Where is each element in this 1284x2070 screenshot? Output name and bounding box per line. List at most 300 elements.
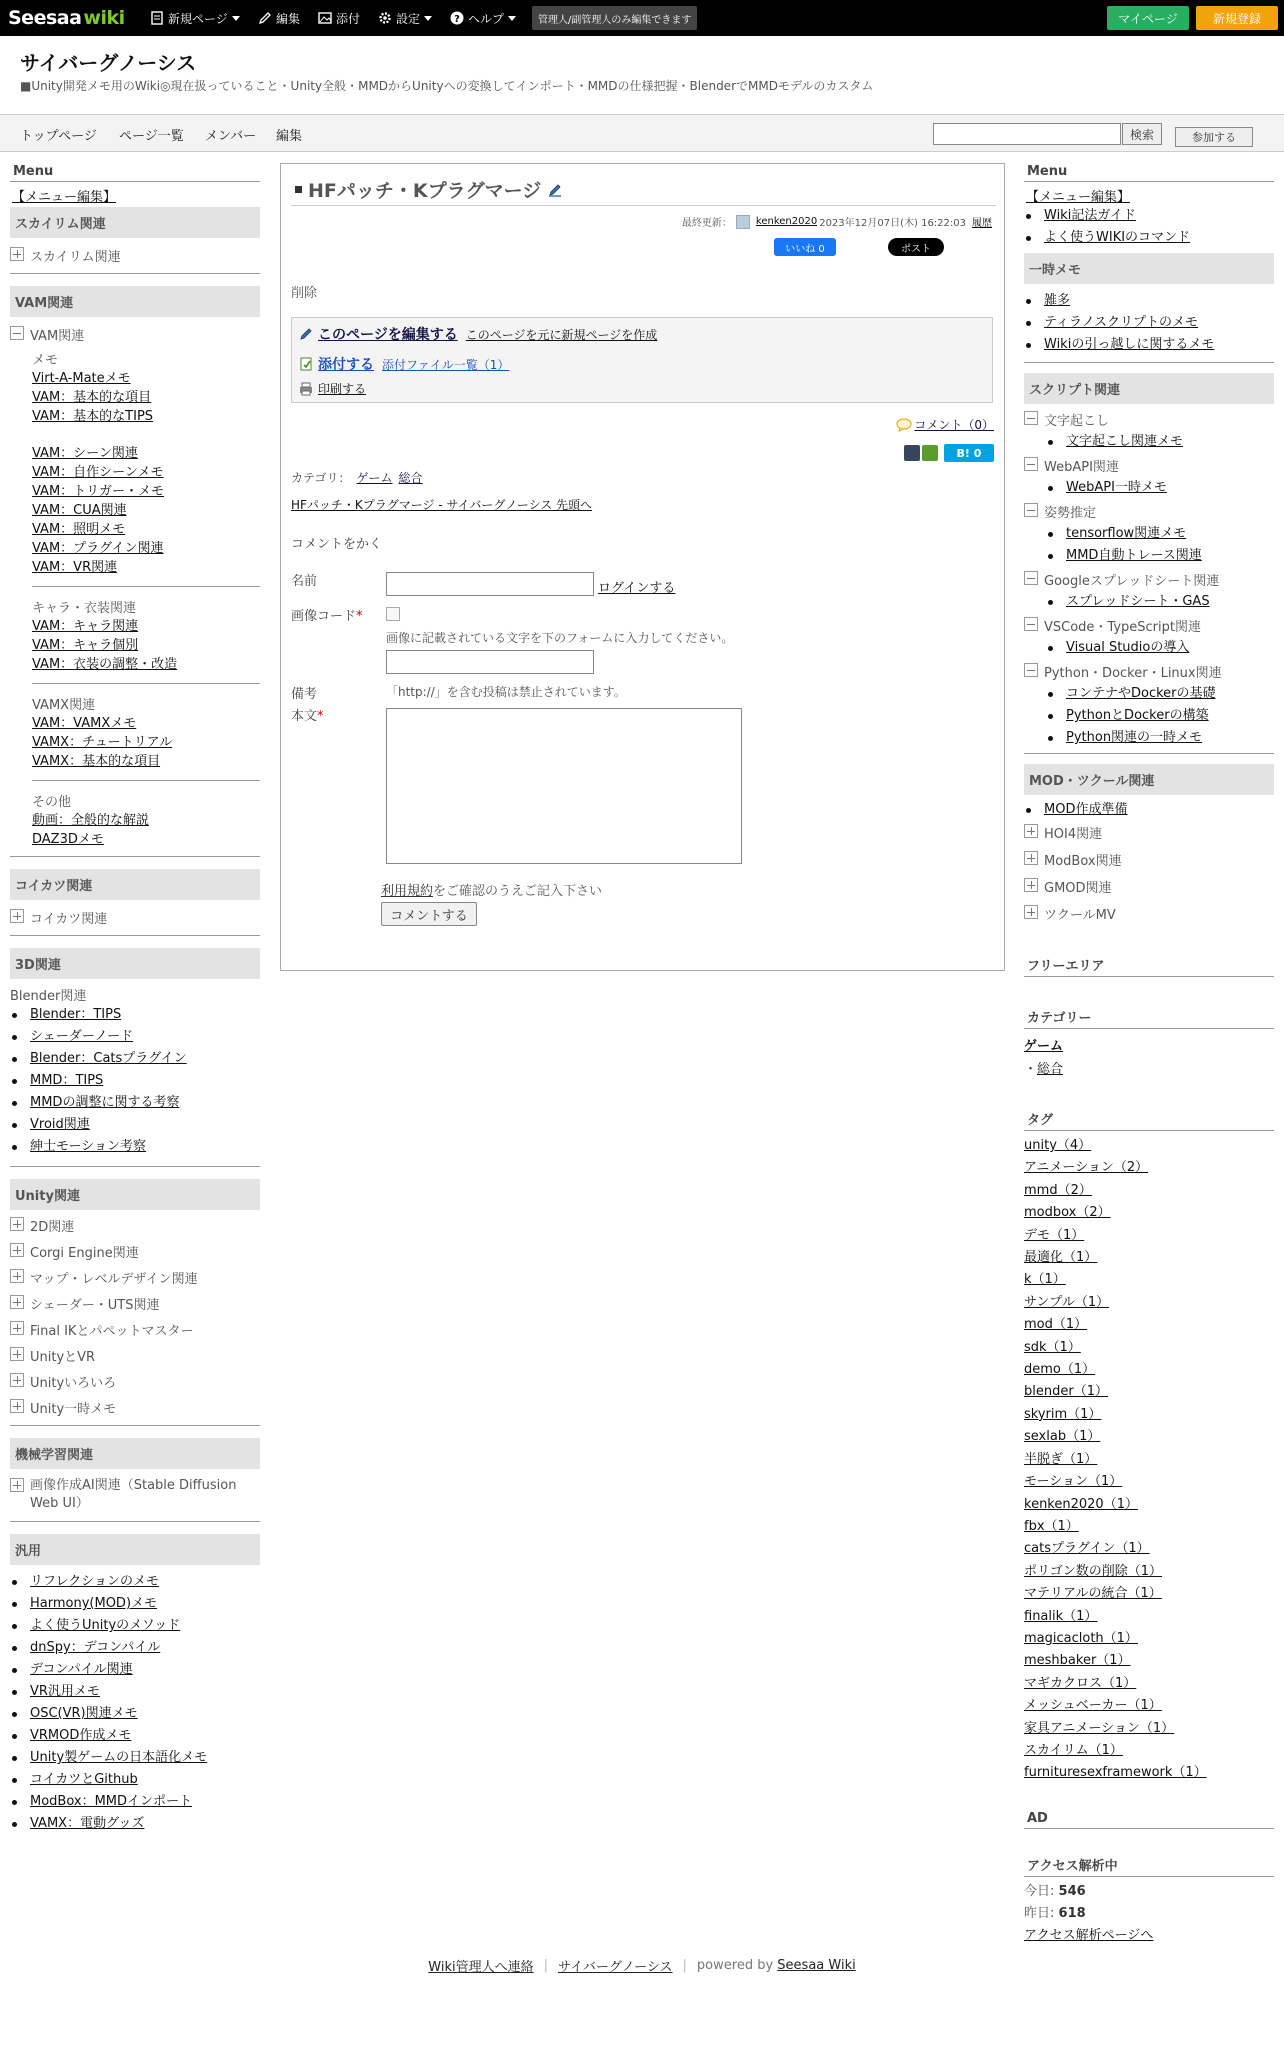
tree-skyrim[interactable] [10, 246, 260, 265]
collapse-icon[interactable] [10, 326, 24, 340]
nav-edit[interactable]: 編集 [276, 129, 303, 144]
name-field[interactable] [386, 572, 594, 596]
tree-item[interactable] [1024, 850, 1274, 869]
section-ml: 機械学習関連 [10, 1438, 260, 1469]
list-item [1024, 727, 1274, 749]
tree-item[interactable] [10, 1242, 260, 1261]
tree-sub-list [1024, 477, 1274, 499]
print-link[interactable]: 印刷する [318, 382, 367, 396]
general-link[interactable]: VAMX：電動グッズ [30, 1816, 145, 1831]
back-to-top-link[interactable]: HFパッチ・Kプラグマージ - サイバーグノーシス 先頭へ [291, 498, 593, 512]
general-link[interactable]: OSC(VR)関連メモ [30, 1706, 138, 1721]
nav-top-page[interactable]: トップページ [20, 129, 97, 144]
expand-icon[interactable] [1024, 905, 1038, 919]
tag-link[interactable]: unity（4） [1024, 1138, 1092, 1153]
attach-list-link[interactable]: 添付ファイル一覧（1） [382, 357, 510, 372]
divider [32, 780, 260, 781]
tag-link[interactable]: マテリアルの統合（1） [1024, 1586, 1162, 1602]
evernote-icon[interactable] [922, 445, 938, 461]
submit-comment-button[interactable]: コメントする [381, 902, 477, 926]
tree-sub-list [1024, 683, 1274, 749]
attach-link[interactable]: 添付する [318, 357, 374, 373]
list-item [1024, 290, 1274, 312]
category-label: カテゴリ： [291, 471, 351, 485]
vam-link[interactable]: VAM：VR関連 [32, 560, 118, 575]
list-item [10, 1048, 260, 1070]
tag-link[interactable]: finalik（1） [1024, 1608, 1098, 1624]
tag-link[interactable]: fbx（1） [1024, 1518, 1079, 1534]
general-link[interactable]: コイカツとGithub [30, 1772, 138, 1787]
script-link[interactable]: Visual Studioの導入 [1066, 640, 1190, 655]
site-description: ■Unity開発メモ用のWiki◎現在扱っていること・Unity全般・MMDからUnityへの変換してインポート・MMDの仕様把握・BlenderでMMDモデルのカスタム [20, 79, 874, 93]
facebook-like-button[interactable]: いいね 0 [774, 238, 836, 256]
tag-link[interactable]: k（1） [1024, 1272, 1066, 1288]
attach-menu[interactable] [318, 8, 360, 28]
temp-link[interactable]: Wikiの引っ越しに関するメモ [1044, 337, 1215, 352]
tag-link[interactable]: モーション（1） [1024, 1474, 1123, 1490]
list-item [10, 1136, 260, 1158]
vam-link[interactable]: VAM：自作シーンメモ [32, 465, 164, 480]
expand-icon[interactable] [10, 1321, 24, 1335]
tree-vam[interactable] [10, 325, 260, 344]
list-item [10, 1681, 260, 1703]
general-link[interactable]: よく使うUnityのメソッド [30, 1618, 181, 1633]
list-item [10, 1004, 260, 1026]
temp-link[interactable]: ティラノスクリプトのメモ [1044, 315, 1199, 330]
today-label: 今日: [1024, 1883, 1055, 1899]
script-link[interactable]: Python関連の一時メモ [1066, 730, 1203, 745]
seesaa-wiki-logo[interactable] [8, 6, 125, 30]
vam-link[interactable]: VAM：キャラ個別 [32, 638, 139, 653]
tree-sub-list [1024, 591, 1274, 613]
category-link[interactable]: 総合 [398, 471, 423, 485]
expand-icon[interactable] [10, 247, 24, 261]
vam-link[interactable]: VAMX：基本的な項目 [32, 754, 161, 769]
terms-suffix: をご確認のうえご記入下さい [433, 884, 603, 899]
tag-link[interactable]: modbox（2） [1024, 1205, 1111, 1221]
expand-icon[interactable] [10, 909, 24, 923]
tree-item[interactable] [10, 1398, 260, 1417]
tag-link[interactable]: 最適化（1） [1024, 1250, 1098, 1266]
tree-sub-list [1024, 431, 1274, 453]
tree-label: マップ・レベルデザイン関連 [30, 1272, 198, 1287]
vam-link[interactable]: VAM：CUA関連 [32, 503, 127, 518]
3d-link[interactable]: Blender：Catsプラグイン [30, 1051, 187, 1066]
tree-item[interactable] [10, 1268, 260, 1287]
access-analysis-link[interactable]: アクセス解析ページへ [1024, 1927, 1154, 1943]
terms-link[interactable]: 利用規約 [381, 884, 434, 899]
tree-item[interactable] [1024, 502, 1274, 521]
gear-icon [378, 11, 392, 25]
list-item [1024, 312, 1274, 334]
captcha-field[interactable] [386, 650, 594, 674]
new-page-label: 新規ページ [168, 11, 228, 26]
site-title[interactable]: サイバーグノーシス [20, 51, 197, 75]
menu-link[interactable]: よく使うWIKIのコマンド [1044, 230, 1191, 245]
edit-icon [258, 11, 272, 25]
divider [10, 1425, 260, 1426]
collapse-icon[interactable] [1024, 663, 1038, 677]
access-title: アクセス解析中 [1024, 1853, 1274, 1877]
tree-label: Python・Docker・Linux関連 [1044, 666, 1222, 681]
tag-link[interactable]: kenken2020（1） [1024, 1496, 1138, 1512]
tree-koikatsu[interactable] [10, 908, 260, 927]
vam-link[interactable]: Virt-A-Mateメモ [32, 371, 131, 386]
collapse-icon[interactable] [1024, 503, 1038, 517]
tree-label: Unity一時メモ [30, 1402, 117, 1417]
general-link[interactable]: ModBox：MMDインポート [30, 1794, 193, 1809]
list-item [10, 1571, 260, 1593]
left-menu-title: Menu [10, 162, 260, 182]
signup-button[interactable]: 新規登録 [1196, 6, 1278, 30]
list-item [1024, 637, 1274, 659]
tree-item[interactable] [1024, 823, 1274, 842]
tag-link[interactable]: mod（1） [1024, 1317, 1088, 1333]
settings-label: 設定 [396, 11, 421, 26]
list-item [1024, 799, 1274, 821]
script-link[interactable]: PythonとDockerの構築 [1066, 708, 1209, 723]
general-link[interactable]: リフレクションのメモ [30, 1574, 159, 1589]
list-item [10, 1593, 260, 1615]
mypage-button[interactable]: マイページ [1107, 6, 1189, 30]
general-link[interactable]: デコンパイル関連 [30, 1662, 133, 1677]
section-koikatsu: コイカツ関連 [10, 869, 260, 900]
collapse-icon[interactable] [1024, 457, 1038, 471]
tree-label: ツクールMV [1044, 908, 1116, 923]
tree-item[interactable] [1024, 570, 1274, 589]
tag-link[interactable]: skyrim（1） [1024, 1406, 1102, 1422]
tag-link[interactable]: マギカクロス（1） [1024, 1675, 1137, 1691]
list-item [1024, 591, 1274, 613]
tag-link[interactable]: demo（1） [1024, 1362, 1096, 1378]
divider [10, 1521, 260, 1522]
expand-icon[interactable] [10, 1347, 24, 1361]
author-link[interactable]: kenken2020 [755, 216, 818, 227]
tag-link[interactable]: catsプラグイン（1） [1024, 1541, 1150, 1557]
attach-file-icon [298, 356, 314, 372]
3d-link[interactable]: Blender：TIPS [30, 1007, 122, 1022]
expand-icon[interactable] [1024, 851, 1038, 865]
tag-link[interactable]: メッシュベーカー（1） [1024, 1698, 1162, 1714]
tag-link[interactable]: スカイリム（1） [1024, 1742, 1123, 1758]
tree-item[interactable] [10, 1372, 260, 1391]
svg-text:?: ? [454, 14, 460, 25]
group-label: VAMX関連 [32, 698, 96, 713]
list-item [10, 1725, 260, 1747]
expand-icon[interactable] [10, 1269, 24, 1283]
temp-list [1024, 290, 1274, 356]
list-item [1024, 477, 1274, 499]
captcha-image [386, 607, 400, 621]
section-skyrim: スカイリム関連 [10, 207, 260, 238]
tree-label: Corgi Engine関連 [30, 1246, 139, 1261]
search-button[interactable]: 検索 [1122, 123, 1162, 145]
3d-link[interactable]: MMDの調整に関する考察 [30, 1095, 180, 1110]
tag-link[interactable]: ポリゴン数の削除（1） [1024, 1563, 1163, 1579]
yesterday-count: 618 [1058, 1905, 1086, 1921]
tree-sub-list [1024, 637, 1274, 659]
tag-list [1024, 1135, 1274, 1785]
yesterday-label: 昨日: [1024, 1905, 1055, 1921]
separator: | [682, 1958, 687, 1973]
left-sidebar [10, 162, 260, 1841]
footer-site-link[interactable]: サイバーグノーシス [558, 1960, 673, 1975]
tree-item[interactable] [1024, 410, 1274, 429]
contact-admin-link[interactable]: Wiki管理人へ連絡 [428, 1960, 534, 1975]
tree-label: 姿勢推定 [1044, 506, 1097, 521]
right-menu-edit-link[interactable]: 【メニュー編集】 [1026, 190, 1131, 205]
divider [10, 935, 260, 936]
tree-label: UnityとVR [30, 1350, 96, 1365]
search-input[interactable] [933, 123, 1121, 145]
collapse-icon[interactable] [1024, 411, 1038, 425]
tree-sub-list [1024, 523, 1274, 567]
remark-label: 備考 [291, 687, 318, 702]
seesaa-wiki-link[interactable]: Seesaa Wiki [777, 1958, 856, 1973]
menu-link[interactable]: Wiki記法ガイド [1044, 208, 1136, 223]
vam-link[interactable]: VAM：基本的な項目 [32, 390, 152, 405]
login-link[interactable]: ログインする [598, 581, 676, 596]
tree-label: Final IKとパペットマスター [30, 1324, 194, 1339]
expand-icon[interactable] [10, 1478, 24, 1492]
tree-label: WebAPI関連 [1044, 460, 1119, 475]
tree-item[interactable] [10, 1216, 260, 1235]
image-code-label: 画像コード [291, 609, 357, 624]
attach-row [298, 354, 509, 374]
vam-link[interactable]: DAZ3Dメモ [32, 832, 104, 847]
group-label: メモ [32, 353, 59, 368]
script-link[interactable]: tensorflow関連メモ [1066, 526, 1187, 541]
script-link[interactable]: WebAPI一時メモ [1066, 480, 1167, 495]
powered-by [697, 1958, 856, 1973]
image-icon [318, 11, 332, 25]
comment-link-label[interactable]: コメント（0） [914, 418, 994, 432]
general-link[interactable]: Harmony(MOD)メモ [30, 1596, 158, 1611]
group-label: その他 [32, 795, 72, 810]
remark-text: 「http://」を含む投稿は禁止されています。 [386, 685, 626, 699]
tree-ml[interactable] [10, 1477, 260, 1513]
category-link[interactable]: ゲーム [356, 471, 393, 485]
right-sidebar [1024, 162, 1274, 1947]
tag-link[interactable]: meshbaker（1） [1024, 1653, 1131, 1669]
main-content [280, 163, 1005, 971]
tree-label: Googleスプレッドシート関連 [1044, 574, 1220, 589]
group-label: キャラ・衣装関連 [32, 601, 137, 616]
script-link[interactable]: コンテナやDockerの基礎 [1066, 686, 1216, 701]
page-title: HFパッチ・Kプラグマージ [308, 180, 542, 202]
tree-label: 2D関連 [30, 1220, 75, 1235]
category-other-link[interactable]: 総合 [1037, 1062, 1064, 1077]
vam-link[interactable]: VAM：衣装の調整・改造 [32, 657, 178, 672]
3d-link[interactable]: シェーダーノード [30, 1029, 134, 1044]
divider [1024, 753, 1274, 754]
vam-link[interactable]: VAMX：チュートリアル [32, 735, 173, 750]
collapse-icon[interactable] [1024, 571, 1038, 585]
tumblr-icon[interactable] [904, 445, 920, 461]
divider [32, 683, 260, 684]
section-3d: 3D関連 [10, 948, 260, 979]
top-bar [0, 0, 1284, 36]
tree-item[interactable] [1024, 877, 1274, 896]
general-link[interactable]: VRMOD作成メモ [30, 1728, 132, 1743]
expand-icon[interactable] [1024, 878, 1038, 892]
tree-label: Unityいろいろ [30, 1376, 117, 1391]
avatar [736, 215, 750, 229]
vam-link[interactable]: 動画：全般的な解説 [32, 813, 150, 828]
list-item [10, 1813, 260, 1835]
list-item [10, 1769, 260, 1791]
access-today [1024, 1881, 1274, 1903]
script-link[interactable]: スプレッドシート・GAS [1066, 594, 1210, 609]
name-label: 名前 [291, 574, 318, 589]
right-menu-list [1024, 205, 1274, 249]
script-link[interactable]: 文字起こし関連メモ [1066, 434, 1184, 449]
list-item [1024, 431, 1274, 453]
hatena-bookmark-button[interactable]: B! 0 [944, 444, 994, 462]
collapse-icon[interactable] [1024, 617, 1038, 631]
tree-item[interactable] [1024, 662, 1274, 681]
new-from-page-link[interactable]: このページを元に新規ページを作成 [465, 327, 658, 342]
printer-icon [298, 381, 314, 397]
mod-list [1024, 799, 1274, 821]
list-item [10, 1114, 260, 1136]
general-link[interactable]: VR汎用メモ [30, 1684, 100, 1699]
tag-link[interactable]: デモ（1） [1024, 1227, 1085, 1243]
help-menu[interactable] [450, 8, 516, 28]
expand-icon[interactable] [10, 1373, 24, 1387]
list-item [10, 1070, 260, 1092]
logo-text: Seesaa [8, 7, 82, 29]
edit-label: 編集 [276, 11, 301, 26]
tag-link[interactable]: サンプル（1） [1024, 1294, 1110, 1310]
comment-count-link[interactable] [896, 416, 994, 433]
list-item [1024, 545, 1274, 567]
speech-bubble-icon [896, 418, 912, 432]
expand-icon[interactable] [10, 1243, 24, 1257]
tree-label: ModBox関連 [1044, 854, 1122, 869]
admin-only-note: 管理人/副管理人のみ編集できます [532, 6, 697, 30]
edit-row [298, 324, 657, 344]
expand-icon[interactable] [1024, 824, 1038, 838]
edit-page-link[interactable]: このページを編集する [318, 327, 458, 343]
expand-icon[interactable] [10, 1295, 24, 1309]
settings-menu[interactable] [378, 8, 432, 28]
document-icon [150, 11, 164, 25]
captcha-note: 画像に記載されている文字を下のフォームに入力してください。 [386, 631, 734, 645]
list-item [10, 1747, 260, 1769]
tag-link[interactable]: blender（1） [1024, 1384, 1108, 1400]
divider [10, 856, 260, 857]
comment-body-textarea[interactable] [386, 708, 742, 864]
tree-item[interactable] [1024, 456, 1274, 475]
unity-tree [10, 1216, 260, 1417]
right-menu-title: Menu [1024, 162, 1274, 182]
tag-link[interactable]: sdk（1） [1024, 1339, 1081, 1355]
tag-link[interactable]: 半脱ぎ（1） [1024, 1451, 1098, 1467]
tag-link[interactable]: mmd（2） [1024, 1182, 1092, 1198]
section-unity: Unity関連 [10, 1179, 260, 1210]
pencil-icon[interactable] [547, 182, 563, 198]
left-menu-edit-link[interactable]: 【メニュー編集】 [12, 190, 117, 205]
global-nav [0, 114, 1284, 152]
general-link[interactable]: dnSpy：デコンパイル [30, 1640, 161, 1655]
share-buttons [904, 444, 994, 462]
today-count: 546 [1058, 1883, 1086, 1899]
section-mod: MOD・ツクール関連 [1024, 764, 1274, 795]
access-yesterday [1024, 1903, 1274, 1925]
category-other: ・総合 [1024, 1062, 1064, 1077]
tree-label: 文字起こし [1044, 414, 1110, 429]
page-actions-box [291, 317, 993, 403]
list-item [1024, 334, 1274, 356]
expand-icon[interactable] [10, 1399, 24, 1413]
tree-item[interactable] [1024, 616, 1274, 635]
nav-members[interactable]: メンバー [205, 129, 257, 144]
3d-list [10, 1004, 260, 1158]
last-updated-label: 最終更新： [681, 218, 732, 229]
3d-link[interactable]: 紳士モーション考察 [30, 1139, 146, 1154]
help-icon [450, 11, 464, 25]
temp-link[interactable]: 雑多 [1044, 293, 1071, 308]
new-page-menu[interactable] [150, 8, 240, 28]
separator: | [543, 1958, 548, 1973]
join-button[interactable]: 参加する [1175, 127, 1253, 147]
tag-link[interactable]: magicacloth（1） [1024, 1630, 1138, 1646]
list-item [10, 1703, 260, 1725]
chevron-down-icon [424, 16, 432, 21]
required-mark: * [317, 709, 324, 724]
edit-menu[interactable] [258, 8, 300, 28]
tag-link[interactable]: アニメーション（2） [1024, 1160, 1149, 1176]
vam-link[interactable]: VAM：基本的なTIPS [32, 409, 154, 424]
mod-link[interactable]: MOD作成準備 [1044, 802, 1128, 817]
vam-link[interactable]: VAM：トリガー・メモ [32, 484, 165, 499]
x-post-button[interactable]: ポスト [888, 238, 944, 256]
list-item [1024, 683, 1274, 705]
category-current-link[interactable]: ゲーム [1024, 1039, 1064, 1054]
expand-icon[interactable] [10, 1217, 24, 1231]
tree-item[interactable] [1024, 904, 1274, 923]
3d-link[interactable]: MMD：TIPS [30, 1073, 104, 1088]
delete-text: 削除 [291, 286, 318, 301]
vam-link[interactable]: VAM：照明メモ [32, 522, 126, 537]
3d-link[interactable]: Vroid関連 [30, 1117, 90, 1132]
tag-link[interactable]: furnituresexframework（1） [1024, 1765, 1207, 1781]
tree-label: VSCode・TypeScript関連 [1044, 620, 1201, 635]
tag-link[interactable]: sexlab（1） [1024, 1429, 1101, 1445]
general-link[interactable]: Unity製ゲームの日本語化メモ [30, 1750, 208, 1765]
vam-link[interactable]: VAM：プラグイン関連 [32, 541, 164, 556]
list-item [10, 1659, 260, 1681]
history-link[interactable]: 履歴 [972, 218, 992, 229]
tree-item[interactable] [10, 1346, 260, 1365]
script-link[interactable]: MMD自動トレース関連 [1066, 548, 1202, 563]
tree-label: コイカツ関連 [30, 912, 108, 927]
tree-item[interactable] [10, 1320, 260, 1339]
section-vam: VAM関連 [10, 286, 260, 317]
last-updated [682, 214, 994, 229]
vam-link[interactable]: VAM：VAMXメモ [32, 716, 137, 731]
tree-item[interactable] [10, 1294, 260, 1313]
vam-link[interactable]: VAM：キャラ関連 [32, 619, 139, 634]
logo-text-wiki: wiki [83, 7, 125, 29]
nav-page-list[interactable]: ページ一覧 [119, 129, 184, 144]
blender-label: Blender関連 [10, 989, 87, 1004]
vam-link[interactable]: VAM：シーン関連 [32, 446, 138, 461]
tree-label: シェーダー・UTS関連 [30, 1298, 160, 1313]
tag-link[interactable]: 家具アニメーション（1） [1024, 1720, 1175, 1736]
body-label-wrap [291, 705, 324, 724]
